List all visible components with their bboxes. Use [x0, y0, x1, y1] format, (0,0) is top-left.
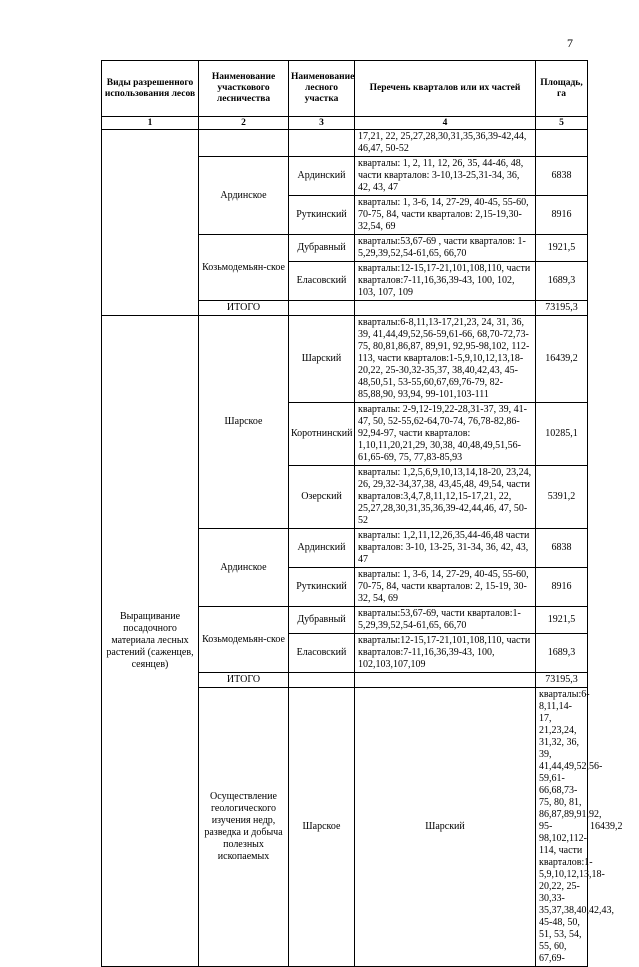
total-area: 73195,3	[536, 301, 588, 316]
header-quarters: Перечень кварталов или их частей	[355, 61, 536, 117]
plot-cell: Ардинский	[289, 157, 355, 196]
quarters-cell: кварталы: 1, 2, 11, 12, 26, 35, 44-46, 48, части кварталов: 3-10,13-25,31-34, 36, 42, 43, 47	[355, 157, 536, 196]
quarters-cell: кварталы:53,67-69, части кварталов:1-5,29,39,52,54-61,65, 66,70	[355, 607, 536, 634]
plot-cell: Еласовский	[289, 262, 355, 301]
area-cell: 16439,2	[536, 316, 588, 403]
district-cell: Ардинское	[199, 157, 289, 235]
plot-cell: Еласовский	[289, 634, 355, 673]
quarters-cell	[355, 673, 536, 688]
plot-cell	[289, 130, 355, 157]
quarters-cell: кварталы:6-8,11,13-17,21,23, 24, 31, 36, 39, 41,44,49,52,56-59,61-66, 68,70-72,73-75, 80,81,86,87, 89,91, 92,95-98,102, 112-113, части кварталов:1-5,9,10,12,13,18-20,22, 25-30,32-35,37, 38,40,42,43, 45-48,50,51, 53-55,60,67,69,76-79, 82-85,88,90, 93,94, 99-101,103-111	[355, 316, 536, 403]
plot-cell: Дубравный	[289, 235, 355, 262]
district-cell: Шарское	[289, 688, 355, 967]
total-area: 73195,3	[536, 673, 588, 688]
col-number: 1	[102, 117, 199, 130]
use-type-cell: Выращивание посадочного материала лесных растений (саженцев, сеянцев)	[102, 316, 199, 967]
col-number: 2	[199, 117, 289, 130]
col-number: 5	[536, 117, 588, 130]
area-cell: 5391,2	[536, 466, 588, 529]
col-number: 4	[355, 117, 536, 130]
header-area: Площадь, га	[536, 61, 588, 117]
district-cell	[199, 130, 289, 157]
use-type-cell: Осуществление геологического изучения недр, разведка и добыча полезных ископаемых	[199, 688, 289, 967]
header-district: Наименование участкового лесничества	[199, 61, 289, 117]
plot-cell	[289, 301, 355, 316]
area-cell: 6838	[536, 157, 588, 196]
quarters-cell: кварталы: 2-9,12-19,22-28,31-37, 39, 41-47, 50, 52-55,62-64,70-74, 76,78-82,86-92,94-97, части кварталов: 1,10,11,20,21,29, 30,38, 40,48,49,51,56-61,65-69, 75, 77,83-85,93	[355, 403, 536, 466]
plot-cell	[289, 673, 355, 688]
district-cell: Ардинское	[199, 529, 289, 607]
forest-use-table: Виды разрешенного использования лесов Наименование участкового лесничества Наименование лесного участка Перечень кварталов или их частей Площадь, га 1 2 3 4 5 17,21, 22, 25,27,28,30,31,35,36,39-42,44, 46,47, 50-52 Ардинское Ардинский кварталы: 1, 2, 11, 12, 26, 35, 44-46, 48, части кварталов: 3-10,13-25,31-34, 36, 42, 43, 47 6838 Руткинский кварталы: 1, 3-6, 14, 27-29, 40-45, 55-60, 70-75, 84, части кварталов: 2,15-19,30-32,54, 69 8916 Козьмодемьян-ское Дубравный кварталы:53,67-69 , части кварталов: 1-5,29,39,52,54-61,65, 66,70 1921,5 Еласовский кварталы:12-15,17-21,101,108,110, части кварталов:7-11,16,36,39-43, 100, 102, 103, 107, 109 1689,3 ИТОГО 73195,3 Выращивание посадочного материала лесных растений (саженцев, сеянцев) Шарское Шарский кварталы:6-8,11,13-17,21,23, 24, 31, 36, 39, 41,44,49,52,56-59,61-66, 68,70-72,73-75, 80,81,86,87, 89,91, 92,95-98,102, 112-113, части кварталов:1-5,9,10,12,13,18-20,22, 25-30,32-35,37, 38,40,42,43, 45-48,50,51, 53-55,60,67,69,76-79, 82-85,88,90, 93,94, 99-101,103-111 16439,2 Коротнинский кварталы: 2-9,12-19,22-28,31-37, 39, 41-47, 50, 52-55,62-64,70-74, 76,78-82,86-92,94-97, части кварталов: 1,10,11,20,21,29, 30,38, 40,48,49,51,56-61,65-69, 75, 77,83-85,93 10285,1 Озерский кварталы: 1,2,5,6,9,10,13,14,18-20, 23,24, 26, 29,32-34,37,38, 43,45,48, 49,54, части кварталов:3,4,7,8,11,12,15-17,21, 22, 25,27,28,30,31,35,36,39-42,44,46, 47, 50-52 5391,2 Ардинское Ардинский кварталы: 1,2,11,12,26,35,44-46,48 части кварталов: 3-10, 13-25, 31-34, 36, 42, 43, 47 6838 Руткинский кварталы: 1, 3-6, 14, 27-29, 40-45, 55-60, 70-75, 84, части кварталов: 2, 15-19, 30-32, 54, 69 8916 Козьмодемьян-ское Дубравный кварталы:53,67-69, части кварталов:1-5,29,39,52,54-61,65, 66,70 1921,5 Еласовский кварталы:12-15,17-21,101,108,110, части кварталов:7-11,16,36,39-43, 100, 102,103,107,109 1689,3 ИТОГО 73195,3 Осуществление геологического изучения недр, разведка и добыча полезных ископаемых Шарское Шарский кварталы:6-8,11,14-17, 21,23,24, 31,32, 36, 39, 41,44,49,52,56-59,61-66,68,73-75, 80, 81, 86,87,89,91,92, 95-98,102,112-114, части кварталов:1-5,9,10,12,13,18-20,22, 25-30,33-35,37,38,40,42,43, 45-48, 50, 51, 53, 54, 55, 60, 67,69- 16439,2	[101, 60, 588, 967]
area-cell: 6838	[536, 529, 588, 568]
quarters-cell: кварталы: 1, 3-6, 14, 27-29, 40-45, 55-60, 70-75, 84, части кварталов: 2,15-19,30-32,54, 69	[355, 196, 536, 235]
total-label: ИТОГО	[199, 301, 289, 316]
quarters-cell: 17,21, 22, 25,27,28,30,31,35,36,39-42,44, 46,47, 50-52	[355, 130, 536, 157]
plot-cell: Руткинский	[289, 568, 355, 607]
area-cell: 10285,1	[536, 403, 588, 466]
plot-cell: Руткинский	[289, 196, 355, 235]
plot-cell: Дубравный	[289, 607, 355, 634]
header-plot: Наименование лесного участка	[289, 61, 355, 117]
area-cell: 8916	[536, 196, 588, 235]
use-type-cell	[102, 130, 199, 316]
plot-cell: Озерский	[289, 466, 355, 529]
district-cell: Козьмодемьян-ское	[199, 235, 289, 301]
quarters-cell: кварталы: 1,2,11,12,26,35,44-46,48 части кварталов: 3-10, 13-25, 31-34, 36, 42, 43, 47	[355, 529, 536, 568]
area-cell: 1921,5	[536, 235, 588, 262]
quarters-cell: кварталы:6-8,11,14-17, 21,23,24, 31,32, 36, 39, 41,44,49,52,56-59,61-66,68,73-75, 80, 81, 86,87,89,91,92, 95-98,102,112-114, части кварталов:1-5,9,10,12,13,18-20,22, 25-30,33-35,37,38,40,42,43, 45-48, 50, 51, 53, 54, 55, 60, 67,69-	[536, 688, 588, 967]
plot-cell: Коротнинский	[289, 403, 355, 466]
district-cell: Козьмодемьян-ское	[199, 607, 289, 673]
area-cell: 1689,3	[536, 634, 588, 673]
col-number: 3	[289, 117, 355, 130]
page-number: 7	[567, 36, 573, 50]
quarters-cell: кварталы: 1,2,5,6,9,10,13,14,18-20, 23,24, 26, 29,32-34,37,38, 43,45,48, 49,54, части кварталов:3,4,7,8,11,12,15-17,21, 22, 25,27,28,30,31,35,36,39-42,44,46, 47, 50-52	[355, 466, 536, 529]
quarters-cell: кварталы: 1, 3-6, 14, 27-29, 40-45, 55-60, 70-75, 84, части кварталов: 2, 15-19, 30-32, 54, 69	[355, 568, 536, 607]
quarters-cell: кварталы:12-15,17-21,101,108,110, части кварталов:7-11,16,36,39-43, 100, 102,103,107,109	[355, 634, 536, 673]
header-use-type: Виды разрешенного использования лесов	[102, 61, 199, 117]
district-cell: Шарское	[199, 316, 289, 529]
plot-cell: Ардинский	[289, 529, 355, 568]
plot-cell: Шарский	[289, 316, 355, 403]
quarters-cell: кварталы:12-15,17-21,101,108,110, части кварталов:7-11,16,36,39-43, 100, 102, 103, 107, 109	[355, 262, 536, 301]
quarters-cell: кварталы:53,67-69 , части кварталов: 1-5,29,39,52,54-61,65, 66,70	[355, 235, 536, 262]
total-label: ИТОГО	[199, 673, 289, 688]
plot-cell: Шарский	[355, 688, 536, 967]
area-cell	[536, 130, 588, 157]
area-cell: 1921,5	[536, 607, 588, 634]
area-cell: 1689,3	[536, 262, 588, 301]
quarters-cell	[355, 301, 536, 316]
area-cell: 8916	[536, 568, 588, 607]
